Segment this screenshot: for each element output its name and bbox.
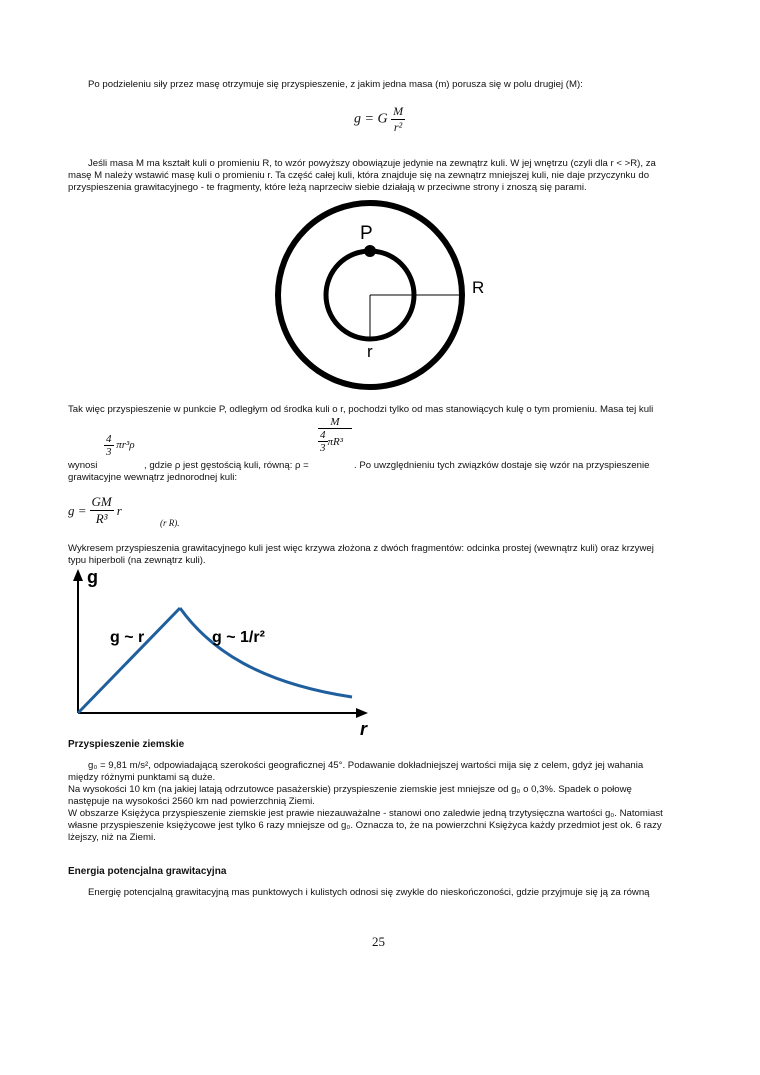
density-formula-tail: πR³ — [327, 435, 344, 448]
point-p-dot — [364, 245, 376, 257]
formula-inside — [68, 494, 122, 527]
paragraph-mass: Tak więc przyspieszenie w punkcie P, odległym od środka kuli o r, pochodzi tylko od mas stanowiących kulę o tym promieniu. Masa tej kuli — [68, 404, 654, 415]
formula2-condition: (r R). — [160, 518, 180, 528]
paragraph-density: , gdzie ρ jest gęstością kuli, równą: ρ = — [144, 460, 309, 471]
paragraph-sphere-line1: Jeśli masa M ma kształt kuli o promieniu R, to wzór powyższy obowiązuje jedynie na zewnątrz kuli. W jej wnętrzu (czyli dla r < >R), za — [88, 158, 656, 169]
paragraph-graph-line1: Wykresem przyspieszenia grawitacyjnego kuli jest więc krzywa złożona z dwóch fragmentów: odcinka prostej (wewnątrz kuli) oraz krzywej — [68, 543, 654, 554]
formula-gravity — [354, 104, 405, 135]
heading-potential-energy: Energia potencjalna grawitacyjna — [68, 866, 227, 877]
outer-hyperbola-curve — [180, 608, 352, 697]
paragraph-intro: Po podzieleniu siły przez masę otrzymuje się przyspieszenie, z jakim jedna masa (m) porusza się w polu drugiej (M): — [88, 79, 583, 90]
mass-formula — [104, 433, 135, 458]
section2-text: Energię potencjalną grawitacyjną mas punktowych i kulistych odnosi się zwykle do nieskończoności, gdzie przyjmuje się ją za równą — [88, 887, 650, 898]
sphere-diagram — [260, 195, 500, 395]
section1-line1: g₀ = 9,81 m/s², odpowiadającą szerokości geograficznej 45°. Podawanie dokładniejszej wartości mija się z celem, gdyż jej wahania — [88, 760, 644, 771]
density-frac-den: 3 — [320, 442, 326, 454]
formula-numerator: M — [393, 104, 404, 118]
page-number: 25 — [372, 934, 385, 949]
x-axis-arrow — [356, 708, 368, 718]
paragraph-inside: grawitacyjne wewnątrz jednorodnej kuli: — [68, 472, 238, 483]
section1-line5: W obszarze Księżyca przyspieszenie ziemskie jest prawie niezauważalne - stanowi ono zaledwie jedną trzytysięczna wartości g₀. Natomiast — [68, 808, 663, 819]
mass-frac-num: 4 — [106, 433, 112, 445]
section1-line2: między różnymi punktami są duże. — [68, 772, 216, 783]
y-axis-arrow — [73, 569, 83, 581]
formula2-num: GM — [91, 494, 112, 509]
paragraph-wynosi: wynosi — [68, 460, 98, 471]
formula2-lhs: g = — [68, 502, 87, 518]
formula-lhs: g = G — [354, 111, 388, 127]
formula2-den: R³ — [95, 511, 108, 526]
formula-denominator: r² — [393, 120, 403, 134]
acceleration-graph — [60, 565, 380, 740]
density-top: M — [318, 416, 352, 429]
section1-line7: lżejszy, niż na Ziemi. — [68, 832, 156, 843]
mass-frac-den: 3 — [106, 446, 112, 458]
paragraph-sphere-line2: masę M należy wstawić masę kuli o promieniu r. Ta część całej kuli, która znajduje się na zewnątrz mniejszej kuli, nie daje przyczynku do — [68, 170, 650, 181]
heading-earth-acceleration: Przyspieszenie ziemskie — [68, 739, 185, 750]
section1-line6: własne przyspieszenie księżycowe jest tylko 6 razy mniejsze od g₀. Oznacza to, że na powierzchni Księżyca każdy przedmiot jest ok. 6 razy — [68, 820, 662, 831]
inner-radius-label: r — [367, 342, 373, 361]
paragraph-graph-line2: typu hiperboli (na zewnątrz kuli). — [68, 555, 206, 566]
paragraph-sphere-line3: przyspieszenia grawitacyjnego - te fragmenty, które leżą naprzeciw siebie działają w przeciwne strony i znoszą się parami. — [68, 182, 587, 193]
paragraph-result: . Po uwzględnieniu tych związków dostaje się wzór na przyspieszenie — [354, 460, 650, 471]
inner-curve-label: g ~ r — [110, 629, 145, 646]
density-formula — [318, 416, 352, 454]
density-frac-num: 4 — [320, 429, 326, 441]
inner-linear-curve — [78, 608, 180, 713]
outer-radius-label: R — [472, 278, 485, 297]
x-axis-label: r — [360, 719, 368, 739]
outer-curve-label: g ~ 1/r² — [212, 629, 265, 646]
y-axis-label: g — [87, 567, 98, 587]
section1-line3: Na wysokości 10 km (na jakiej latają odrzutowce pasażerskie) przyspieszenie ziemskie jest mniejsze od g₀ o 0,3%. Spadek o połowę — [68, 784, 632, 795]
point-p-label: P — [360, 223, 373, 244]
mass-formula-tail: πr³ρ — [116, 439, 135, 452]
formula2-tail: r — [116, 502, 122, 518]
section1-line4: następuje na wysokości 2560 km nad powierzchnią Ziemi. — [68, 796, 315, 807]
